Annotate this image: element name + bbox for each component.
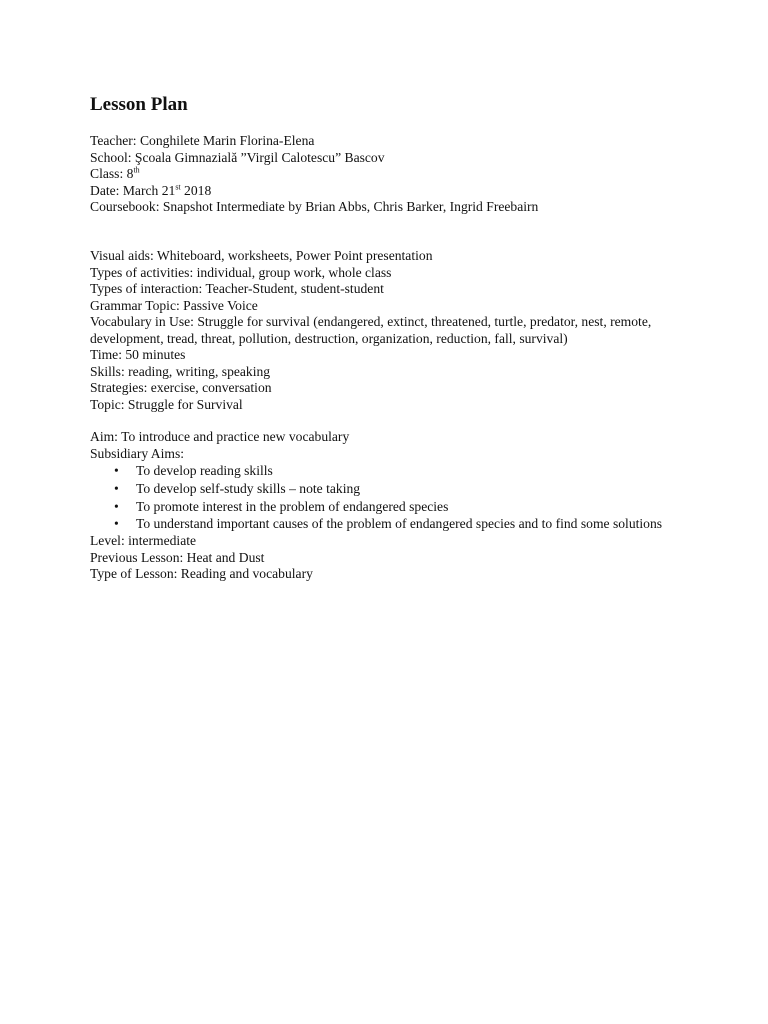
subsidiary-label: Subsidiary Aims:: [90, 445, 185, 461]
lesson-type-line: Type of Lesson: Reading and vocabulary: [90, 566, 313, 582]
aim-line: Aim: To introduce and practice new vocabulary: [90, 429, 350, 444]
interaction-line: Types of interaction: Teacher-Student, student-student: [90, 281, 384, 296]
bullet-icon: •: [114, 480, 119, 496]
class-superscript: th: [133, 165, 140, 175]
class-text: Class: 8: [90, 166, 134, 181]
activities-line: Types of activities: individual, group work, whole class: [90, 264, 392, 280]
date-line: [90, 183, 690, 200]
list-item-text: To promote interest in the problem of endangered species: [136, 498, 449, 514]
strategies-line: Strategies: exercise, conversation: [90, 380, 272, 395]
school-line: School: Şcoala Gimnazială ”Virgil Calotescu” Bascov: [90, 149, 385, 165]
visual-aids-line: Visual aids: Whiteboard, worksheets, Power Point presentation: [90, 248, 433, 263]
skills-line: Skills: reading, writing, speaking: [90, 363, 271, 379]
time-line: Time: 50 minutes: [90, 347, 186, 362]
vocabulary-line: Vocabulary in Use: Struggle for survival (endangered, extinct, threatened, turtle, predator, nest, remote, development, tread, threat, pollution, destruction, organization, reduction, fall, survival): [90, 314, 652, 346]
list-item: [90, 462, 690, 480]
class-line: [90, 166, 690, 183]
list-item-text: To understand important causes of the problem of endangered species and to find some solutions: [136, 516, 663, 532]
page-title: Lesson Plan: [90, 94, 188, 115]
list-item-text: To develop reading skills: [136, 463, 273, 478]
date-year: 2018: [180, 182, 212, 198]
teacher-line: Teacher: Conghilete Marin Florina-Elena: [90, 133, 315, 148]
header-block: [90, 133, 690, 216]
subsidiary-aims-list: [90, 462, 690, 533]
previous-lesson-line: Previous Lesson: Heat and Dust: [90, 549, 265, 565]
list-item-text: To develop self-study skills – note taking: [136, 480, 361, 496]
date-superscript: st: [175, 181, 181, 191]
bullet-icon: •: [114, 463, 119, 478]
list-item: [90, 480, 690, 498]
list-item: [90, 515, 690, 533]
bullet-icon: •: [114, 516, 119, 532]
level-line: Level: intermediate: [90, 533, 197, 549]
details-block: [90, 248, 680, 413]
topic-line: Topic: Struggle for Survival: [90, 396, 243, 412]
list-item: [90, 498, 690, 516]
coursebook-line: Coursebook: Snapshot Intermediate by Brian Abbs, Chris Barker, Ingrid Freebairn: [90, 199, 539, 214]
grammar-line: Grammar Topic: Passive Voice: [90, 297, 258, 313]
bullet-icon: •: [114, 498, 119, 514]
date-text: Date: March 21: [90, 182, 176, 198]
aims-block: [90, 429, 690, 583]
